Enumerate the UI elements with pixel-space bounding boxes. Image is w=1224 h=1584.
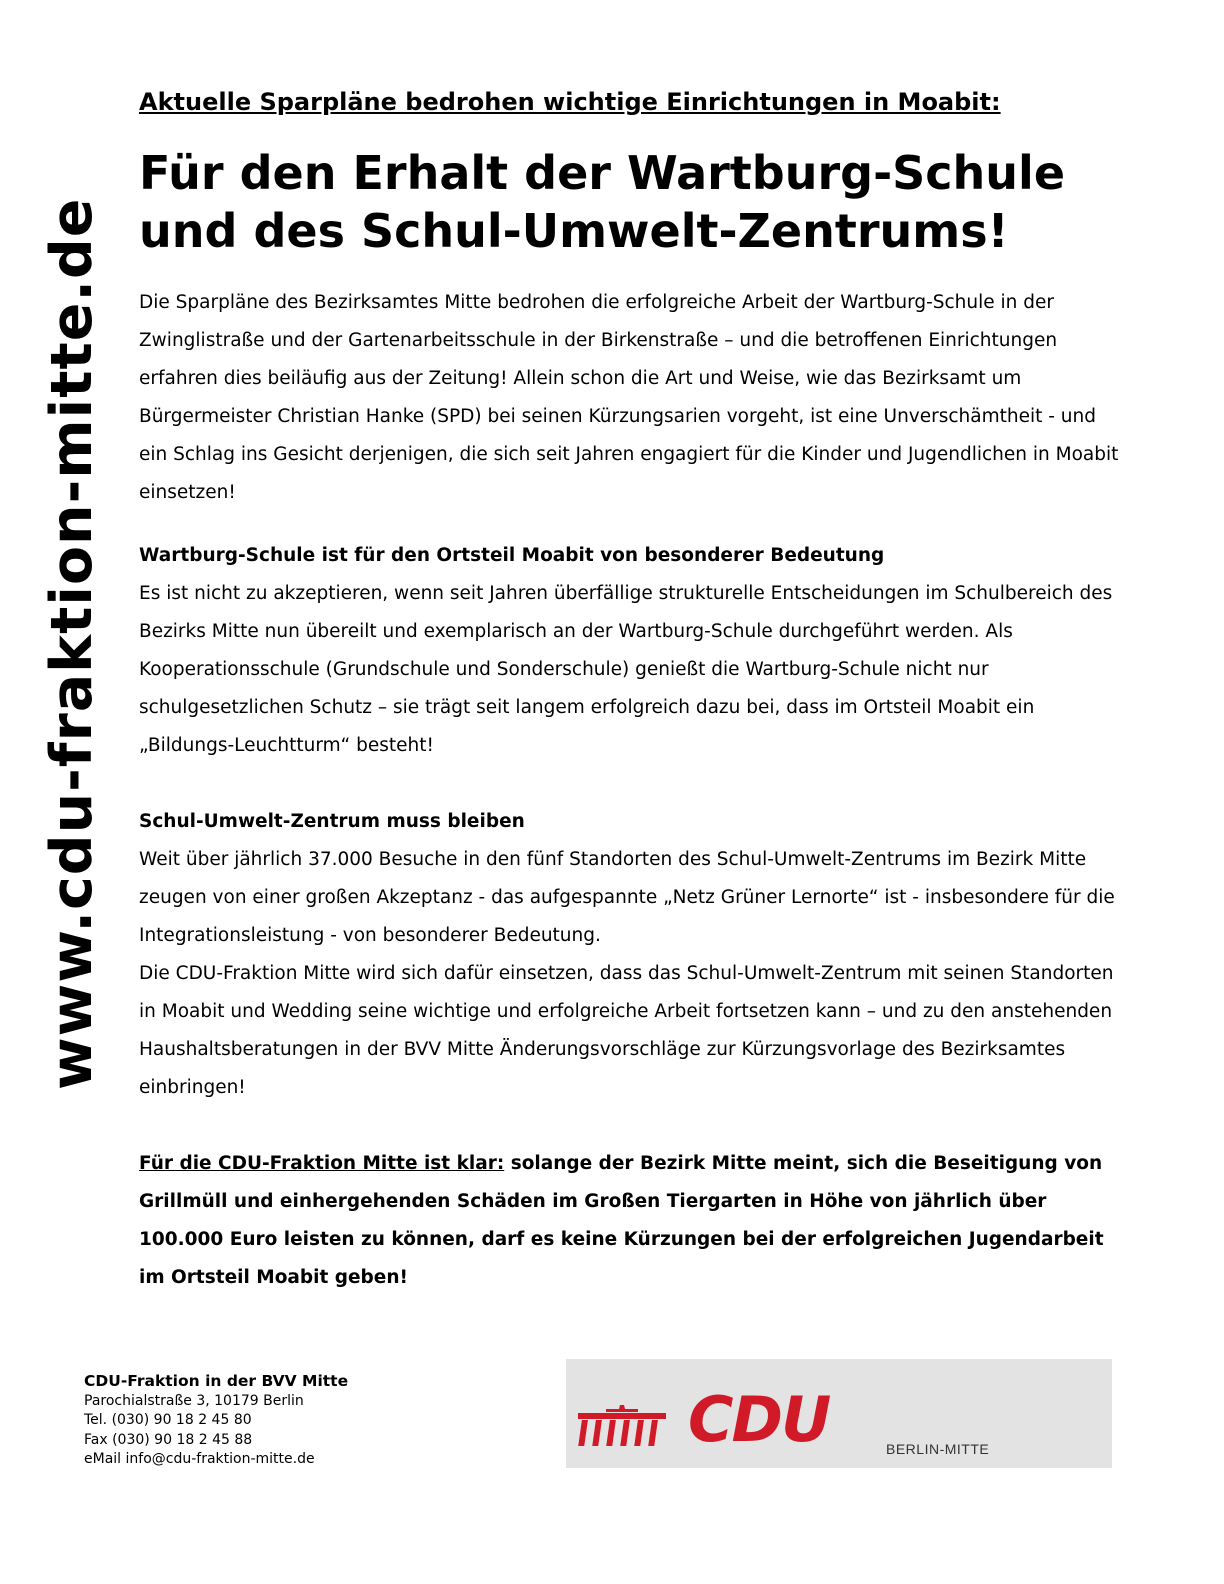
section-wartburg-body: Es ist nicht zu akzeptieren, wenn seit Jahren überfällige strukturelle Entscheidungen im Schulbereich des Bezirks Mitte nun übereilt und exemplarisch an der Wartburg-Schule durchgeführt werden. Als Kooperationsschule (Grundschule und Sonderschule) genießt die Wartburg-Schule nicht nur schulgesetzlichen Schutz – sie trägt seit langem erfolgreich dazu bei, dass im Ortsteil Moabit ein „Bildungs-Leuchtturm“ besteht! (139, 583, 1113, 756)
section-umwelt-body-2: Die CDU-Fraktion Mitte wird sich dafür einsetzen, dass das Schul-Umwelt-Zentrum mit seinen Standorten in Moabit und Wedding seine wichtige und erfolgreiche Arbeit fortsetzen kann – und zu den anstehenden Haushaltsberatungen in der BVV Mitte Änderungsvorschläge zur Kürzungsvorlage des Bezirksamtes einbringen! (139, 963, 1114, 1098)
logo-wordmark: CDU (688, 1383, 830, 1456)
intro-paragraph: Die Sparpläne des Bezirksamtes Mitte bedrohen die erfolgreiche Arbeit der Wartburg-Schule in der Zwinglistraße und der Gartenarbeitsschule in der Birkenstraße – und die betroffenen Einrichtungen erfahren dies beiläufig aus der Zeitung! Allein schon die Art und Weise, wie das Bezirksamt um Bürgermeister Christian Hanke (SPD) bei seinen Kürzungsarien vorgeht, ist eine Unverschämtheit - und ein Schlag ins Gesicht derjenigen, die sich seit Jahren engagiert für die Kinder und Jugendlichen in Moabit einsetzen! (139, 292, 1119, 503)
section-umwelt-heading: Schul-Umwelt-Zentrum muss bleiben (139, 811, 525, 832)
logo-subtitle: BERLIN-MITTE (886, 1441, 990, 1457)
footer-address: Parochialstraße 3, 10179 Berlin (84, 1392, 304, 1409)
headline-line-2: und des Schul-Umwelt-Zentrums! (139, 204, 1009, 258)
headline-line-1: Für den Erhalt der Wartburg-Schule (139, 146, 1066, 200)
conclusion-text: solange der Bezirk Mitte meint, sich die Beseitigung von Grillmüll und einhergehenden Schäden im Großen Tiergarten in Höhe von jährlich über 100.000 Euro leisten zu können, darf es keine Kürzungen bei der erfolgreichen Jugendarbeit im Ortsteil Moabit geben! (139, 1153, 1104, 1288)
cdu-logo (566, 1359, 1112, 1468)
conclusion-paragraph (139, 1145, 1129, 1297)
page-title (139, 144, 1129, 260)
footer-org-name: CDU-Fraktion in der BVV Mitte (84, 1372, 349, 1390)
footer-email: eMail info@cdu-fraktion-mitte.de (84, 1451, 315, 1467)
contact-footer (84, 1372, 348, 1470)
section-wartburg-heading: Wartburg-Schule ist für den Ortsteil Moabit von besonderer Bedeutung (139, 545, 885, 566)
brandenburg-gate-icon (576, 1405, 668, 1447)
flyer-content (139, 84, 1129, 1297)
conclusion-lead: Für die CDU-Fraktion Mitte ist klar: (139, 1153, 505, 1174)
footer-fax: Fax (030) 90 18 2 45 88 (84, 1431, 253, 1448)
footer-phone: Tel. (030) 90 18 2 45 80 (84, 1412, 252, 1428)
side-website-url: www.cdu-fraktion-mitte.de (39, 197, 105, 1090)
kicker-heading: Aktuelle Sparpläne bedrohen wichtige Einrichtungen in Moabit: (139, 88, 1001, 116)
section-umwelt-body-1: Weit über jährlich 37.000 Besuche in den fünf Standorten des Schul-Umwelt-Zentrums im Bezirk Mitte zeugen von einer großen Akzeptanz - das aufgespannte „Netz Grüner Lernorte“ ist - insbesondere für die Integrationsleistung - von besonderer Bedeutung. (139, 849, 1115, 946)
